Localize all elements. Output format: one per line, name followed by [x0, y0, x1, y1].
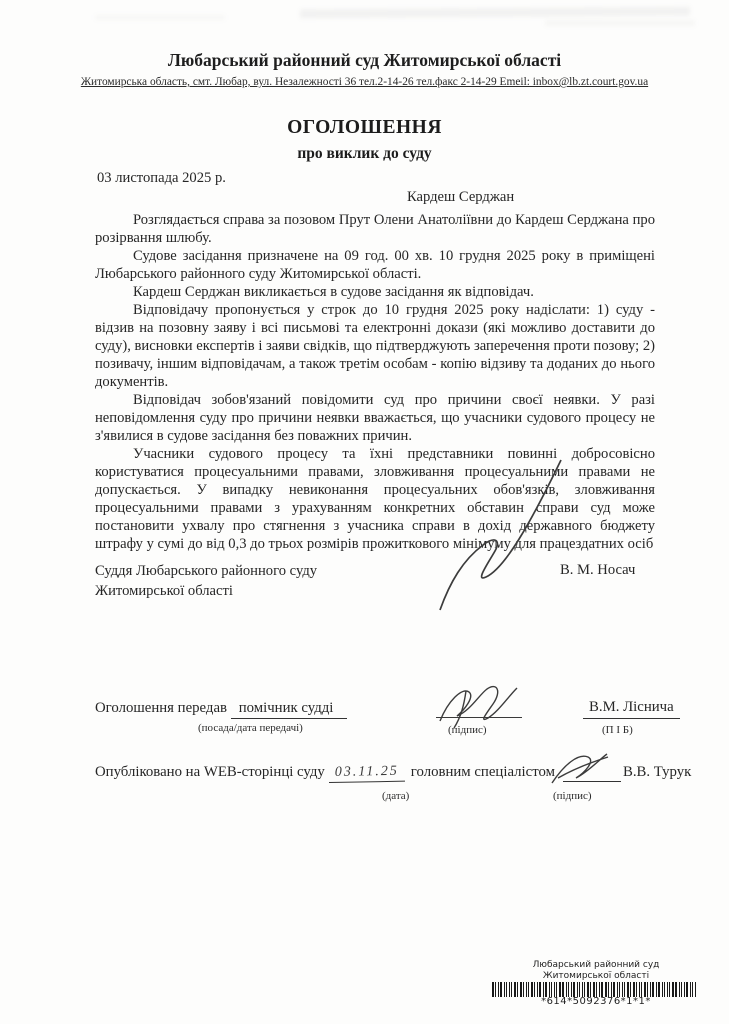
- paragraph: Відповідач зобов'язаний повідомити суд про причини своєї неявки. У разі неповідомлення суду про причини неявки вважається, що учасники судового процесу не з'явилися в судове засідання без поважних причин.: [95, 392, 655, 444]
- judge-title-line2: Житомирської області: [95, 583, 233, 599]
- stamp-court-line2: Житомирської області: [542, 970, 650, 981]
- paragraph: Відповідачу пропонується у строк до 10 грудня 2025 року надіслати: 1) суду - відзив на позовну заяву і всі письмові та електронні докази (які можливо доставити до суду), висновки експертів і заяви свідків, що підтверджують заперечення проти позову; 2) позивачу, іншим відповідачам, а також третім особам - копію відзиву та доданих до нього документів.: [95, 302, 655, 390]
- clerk-signature-line: [436, 717, 522, 718]
- transfer-name: В.М. Ліснича: [583, 699, 680, 719]
- specialist-name: В.В. Турук: [622, 764, 692, 780]
- stamp-court-line1: Любарський районний суд: [532, 960, 660, 970]
- judge-name: В. М. Носач: [560, 562, 636, 578]
- document-subtitle: про виклик до суду: [297, 145, 432, 162]
- clerk-signature: [434, 683, 524, 729]
- scan-smudge: [95, 15, 225, 20]
- paragraph: Кардеш Серджан викликається в судове засідання як відповідач.: [133, 284, 534, 300]
- document-title: ОГОЛОШЕННЯ: [287, 117, 442, 138]
- transfer-prefix: Оголошення передав: [95, 700, 228, 716]
- scan-smudge: [545, 20, 695, 26]
- paragraph: Учасники судового процесу та їхні представники повинні добросовісно користуватися процесуальними правами, зловживання процесуальними правами не допускається. У випадку невиконання процесуальних обов'язків, зловживання процесуальними правами з урахуванням конкретних обставин справи суд може постановити ухвалу про стягнення з учасника справи в дохід державного бюджету штрафу у сумі до від 0,3 до трьох розмірів прожиткового мінімуму для працездатних осіб: [95, 446, 655, 552]
- body-text: [95, 211, 655, 553]
- transfer-row: [95, 700, 347, 719]
- scan-smudge: [300, 7, 690, 19]
- publish-prefix: Опубліковано на WEB-сторінці суду: [95, 764, 325, 780]
- court-name: Любарський районний суд Житомирської області: [167, 50, 562, 70]
- transfer-name-caption: (П І Б): [602, 724, 633, 736]
- barcode-value: *614*5092376*1*1*: [541, 996, 651, 1007]
- transfer-sign-caption: (підпис): [448, 724, 487, 736]
- paragraph: Розглядається справа за позовом Прут Олени Анатоліївни до Кардеш Серджана про розірвання шлюбу.: [95, 212, 655, 246]
- publish-sign-caption: (підпис): [553, 790, 592, 802]
- court-barcode-icon: [492, 982, 700, 997]
- court-address: [0, 76, 729, 88]
- specialist-signature-line: [563, 764, 621, 782]
- paragraph: Судове засідання призначене на 09 год. 00 хв. 10 грудня 2025 року в приміщені Любарського районного суду Житомирської області.: [95, 248, 655, 282]
- publish-date-caption: (дата): [382, 790, 410, 802]
- judge-title-line1: Суддя Любарського районного суду: [95, 563, 318, 579]
- handwritten-date: 03.11.25: [329, 764, 405, 783]
- addressee-name: Кардеш Серджан: [407, 189, 515, 205]
- publish-row: [95, 764, 715, 783]
- document-date: 03 листопада 2025 р.: [97, 170, 226, 186]
- transfer-role-caption: (посада/дата передачі): [198, 722, 303, 734]
- court-stamp-block: [488, 960, 704, 1007]
- court-address-text: Житомирська область, смт. Любар, вул. Незалежності 36 тел.2-14-26 тел.факс 2-14-29 Emeil: inbox@lb.zt.court.gov.ua: [80, 76, 649, 88]
- publish-middle: головним спеціалістом: [410, 764, 555, 780]
- transfer-role: помічник судді: [231, 700, 348, 719]
